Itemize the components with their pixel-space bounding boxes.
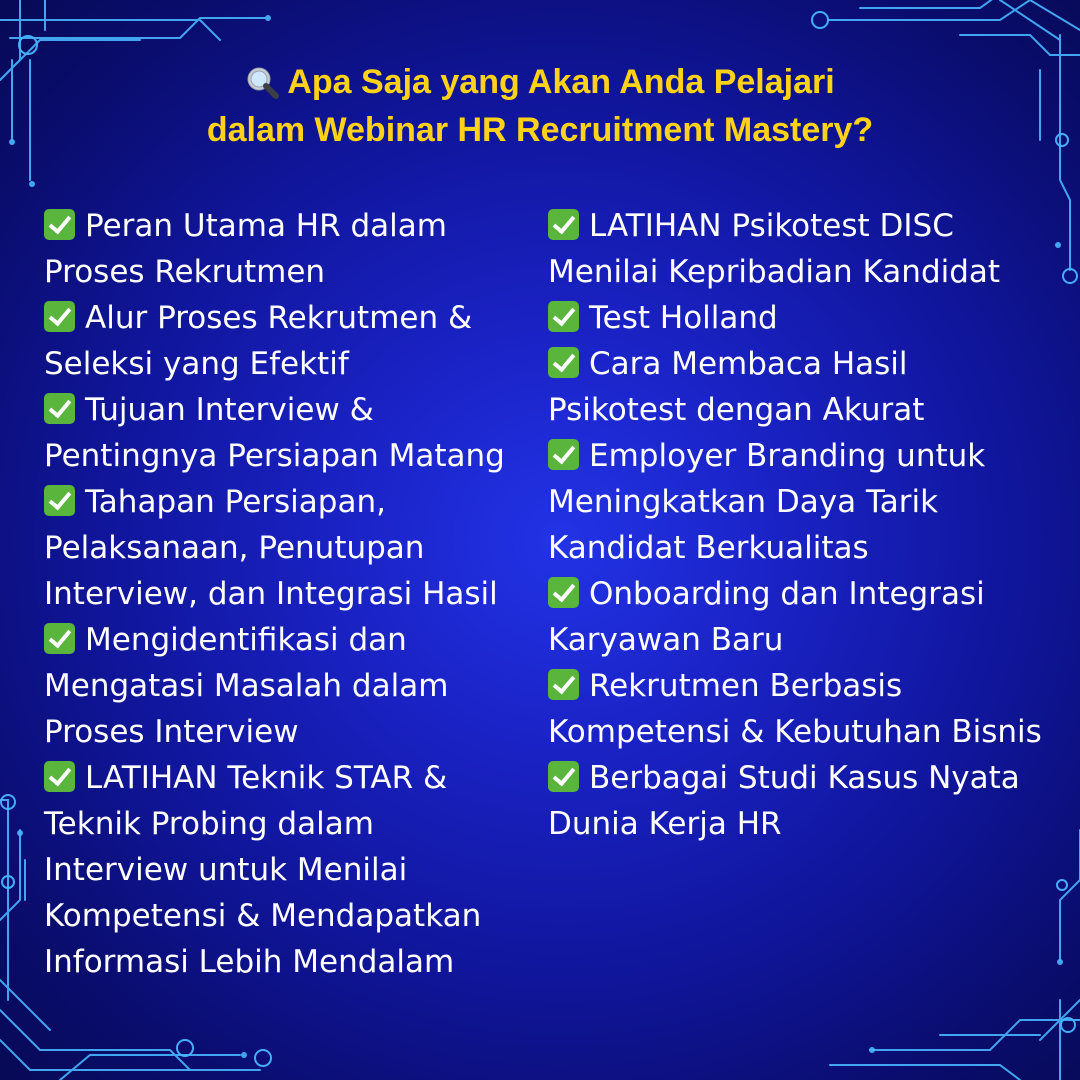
topic-line <box>548 341 1073 387</box>
topic-text: Kompetensi & Mendapatkan <box>44 898 482 934</box>
title-text-1: Apa Saja yang Akan Anda Pelajari <box>287 63 835 101</box>
topic-item <box>548 755 1073 847</box>
topic-line <box>44 341 524 387</box>
topic-text: Karyawan Baru <box>548 622 784 658</box>
topic-text: Mengidentifikasi dan <box>85 622 407 658</box>
topic-line <box>548 571 1073 617</box>
topic-line <box>44 479 524 525</box>
topic-line <box>44 249 524 295</box>
page-title <box>0 58 1080 154</box>
topic-text: Kandidat Berkualitas <box>548 530 869 566</box>
topic-line <box>548 525 1073 571</box>
topic-text: Kompetensi & Kebutuhan Bisnis <box>548 714 1042 750</box>
topic-text: Teknik Probing dalam <box>44 806 374 842</box>
topic-text: Tahapan Persiapan, <box>85 484 386 520</box>
topic-text: Cara Membaca Hasil <box>589 346 908 382</box>
topic-text: Seleksi yang Efektif <box>44 346 349 382</box>
topic-item <box>548 433 1073 571</box>
topic-line <box>548 387 1073 433</box>
checkmark-icon <box>44 301 75 332</box>
topic-item <box>548 295 1073 341</box>
topic-line <box>548 249 1073 295</box>
topic-text: Pentingnya Persiapan Matang <box>44 438 505 474</box>
topic-line <box>548 433 1073 479</box>
topic-text: LATIHAN Psikotest DISC <box>589 208 954 244</box>
topic-item <box>44 755 524 985</box>
checkmark-icon <box>548 439 579 470</box>
topic-text: Pelaksanaan, Penutupan <box>44 530 425 566</box>
topic-text: Proses Interview <box>44 714 299 750</box>
topic-item <box>548 571 1073 663</box>
topic-line <box>44 295 524 341</box>
topic-text: Informasi Lebih Mendalam <box>44 944 455 980</box>
topic-line <box>548 709 1073 755</box>
checkmark-icon <box>548 347 579 378</box>
topic-item <box>44 203 524 295</box>
topic-text: Test Holland <box>589 300 778 336</box>
topic-text: Berbagai Studi Kasus Nyata <box>589 760 1020 796</box>
topic-text: Employer Branding untuk <box>589 438 986 474</box>
search-icon <box>245 65 279 99</box>
topic-line <box>44 663 524 709</box>
topic-text: Peran Utama HR dalam <box>85 208 447 244</box>
topic-item <box>548 203 1073 295</box>
topic-line <box>548 479 1073 525</box>
topic-list-left <box>44 203 524 985</box>
topic-line <box>44 387 524 433</box>
checkmark-icon <box>548 761 579 792</box>
checkmark-icon <box>44 209 75 240</box>
topic-line <box>44 203 524 249</box>
topic-text: Tujuan Interview & <box>85 392 374 428</box>
topic-text: Rekrutmen Berbasis <box>589 668 903 704</box>
topic-line <box>548 295 1073 341</box>
topic-item <box>548 341 1073 433</box>
topic-line <box>44 847 524 893</box>
topic-line <box>44 525 524 571</box>
topic-line <box>44 893 524 939</box>
topic-line <box>44 709 524 755</box>
topic-line <box>44 571 524 617</box>
topic-line <box>44 617 524 663</box>
checkmark-icon <box>548 301 579 332</box>
topic-line <box>44 755 524 801</box>
topic-text: Interview, dan Integrasi Hasil <box>44 576 498 612</box>
checkmark-icon <box>44 623 75 654</box>
topic-item <box>548 663 1073 755</box>
topic-item <box>44 387 524 479</box>
topic-line <box>548 617 1073 663</box>
topic-line <box>548 663 1073 709</box>
topic-text: Interview untuk Menilai <box>44 852 408 888</box>
topic-text: Proses Rekrutmen <box>44 254 326 290</box>
topic-text: Alur Proses Rekrutmen & <box>85 300 473 336</box>
topic-text: Onboarding dan Integrasi <box>589 576 985 612</box>
topic-line <box>44 939 524 985</box>
topic-text: Psikotest dengan Akurat <box>548 392 925 428</box>
topic-text: Mengatasi Masalah dalam <box>44 668 449 704</box>
topic-line <box>548 755 1073 801</box>
topic-list-right <box>548 203 1073 847</box>
checkmark-icon <box>548 669 579 700</box>
checkmark-icon <box>548 577 579 608</box>
topic-text: Menilai Kepribadian Kandidat <box>548 254 1001 290</box>
topic-line <box>44 801 524 847</box>
topic-text: Meningkatkan Daya Tarik <box>548 484 939 520</box>
topic-item <box>44 617 524 755</box>
checkmark-icon <box>44 485 75 516</box>
checkmark-icon <box>548 209 579 240</box>
title-line-1 <box>0 58 1080 106</box>
checkmark-icon <box>44 761 75 792</box>
topic-text: LATIHAN Teknik STAR & <box>85 760 448 796</box>
topic-item <box>44 479 524 617</box>
title-text-2: dalam Webinar HR Recruitment Mastery? <box>206 111 874 149</box>
topic-item <box>44 295 524 387</box>
topic-text: Dunia Kerja HR <box>548 806 782 842</box>
topic-line <box>548 801 1073 847</box>
topic-line <box>44 433 524 479</box>
topic-line <box>548 203 1073 249</box>
checkmark-icon <box>44 393 75 424</box>
